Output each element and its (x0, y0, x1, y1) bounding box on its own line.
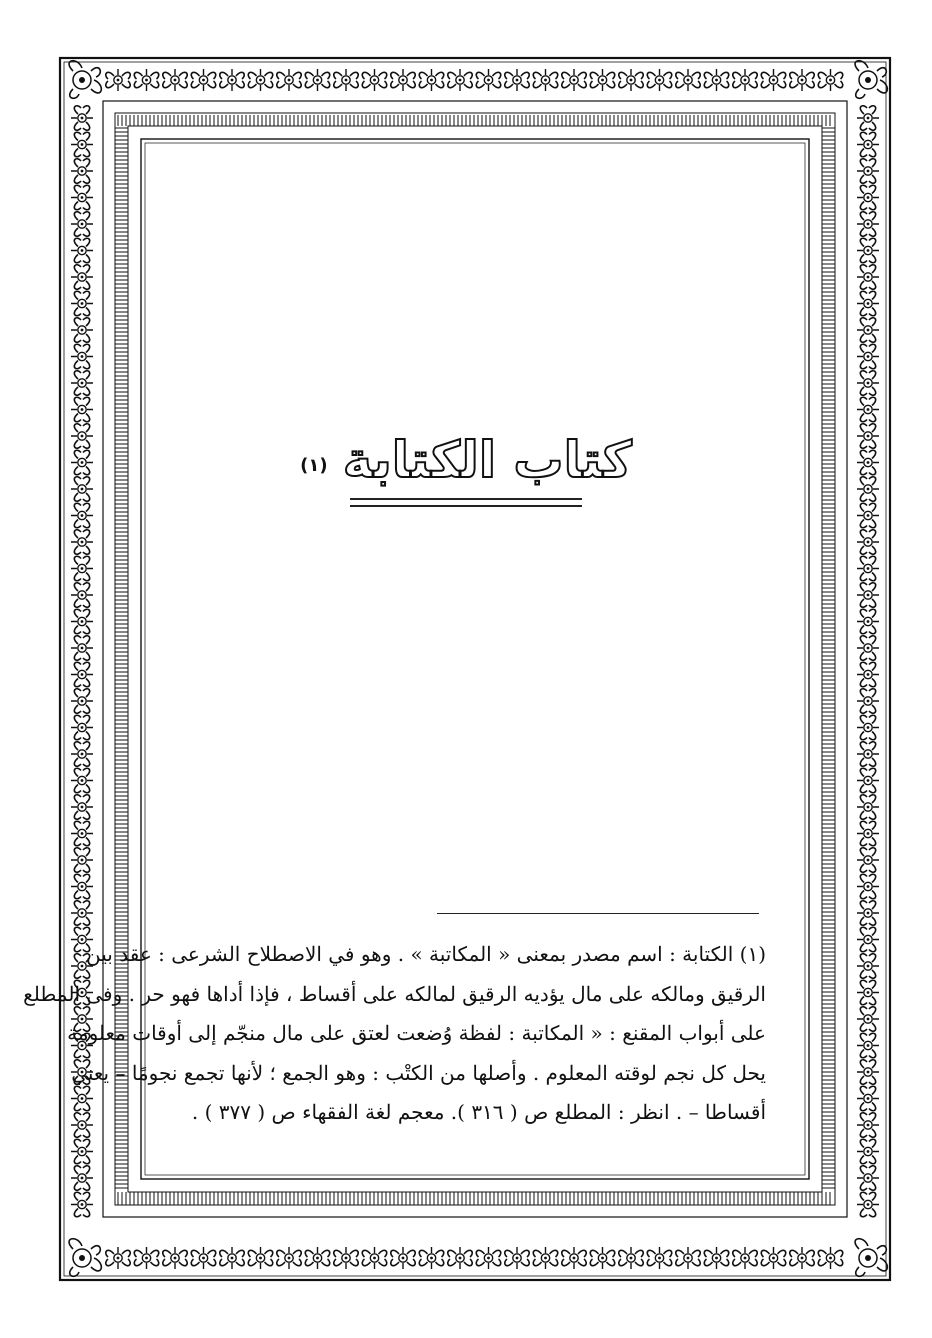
ornament-motif (71, 132, 93, 156)
ornament-motif (647, 69, 671, 91)
ornament-motif (476, 69, 500, 91)
ornament-motif (334, 69, 358, 91)
ornament-motif (857, 980, 879, 1004)
ornament-motif (134, 1247, 158, 1269)
ornament-motif (391, 69, 415, 91)
ornament-motif (505, 1247, 529, 1269)
ornament-motif (647, 1247, 671, 1269)
ornament-motif (71, 874, 93, 898)
ornament-motif (857, 477, 879, 501)
ornament-motif (857, 371, 879, 395)
ornament-motif (857, 212, 879, 236)
ornament-motif (71, 901, 93, 925)
chapter-title-block (150, 425, 782, 515)
ornament-motif (71, 583, 93, 607)
ornament-motif (562, 1247, 586, 1269)
ornament-motif (71, 265, 93, 289)
ornament-motif (71, 185, 93, 209)
ornament-motif (857, 1086, 879, 1110)
ornament-motif (533, 1247, 557, 1269)
ornament-motif (619, 1247, 643, 1269)
ornament-motif (676, 1247, 700, 1269)
ornament-motif (448, 69, 472, 91)
ornament-motif (71, 821, 93, 845)
ornament-motif (562, 69, 586, 91)
ornament-motif (71, 344, 93, 368)
ornament-motif (857, 662, 879, 686)
ornament-motif (71, 1113, 93, 1137)
ornament-motif (790, 1247, 814, 1269)
footnote-line: على أبواب المقنع : « المكاتبة : لفظة وُضعت لعتق على مال منجّم إلى أوقات معلومة (67, 1021, 766, 1046)
ornament-motif (71, 450, 93, 474)
ornament-motif (857, 901, 879, 925)
ornament-motif (857, 768, 879, 792)
ornament-motif (71, 159, 93, 183)
ornament-motif (857, 318, 879, 342)
ornament-motif (857, 424, 879, 448)
ornament-motif (71, 318, 93, 342)
ornament-motif (733, 69, 757, 91)
ornament-motif (857, 715, 879, 739)
ornament-motif (71, 503, 93, 527)
ornament-motif (71, 1139, 93, 1163)
ornament-motif (71, 106, 93, 130)
ornament-motif (857, 1060, 879, 1084)
ornament-motif (163, 1247, 187, 1269)
ornament-band-top (106, 69, 843, 91)
ornament-motif (857, 397, 879, 421)
ornament-motif (71, 742, 93, 766)
ornament-motif (476, 1247, 500, 1269)
ornament-motif (857, 1007, 879, 1031)
ornament-motif (857, 927, 879, 951)
ornament-motif (362, 69, 386, 91)
ornament-motif (419, 1247, 443, 1269)
ornament-motif (134, 69, 158, 91)
ornament-motif (71, 1166, 93, 1190)
ornament-motif (857, 265, 879, 289)
ornament-motif (419, 69, 443, 91)
chapter-title: كتاب الكتابة (342, 431, 632, 489)
ornament-motif (676, 69, 700, 91)
ornament-motif (733, 1247, 757, 1269)
ornament-motif (220, 1247, 244, 1269)
ornament-motif (71, 636, 93, 660)
ornament-motif (857, 609, 879, 633)
ornament-motif (857, 291, 879, 315)
ornament-motif (857, 159, 879, 183)
ornament-motif (362, 1247, 386, 1269)
ornament-motif (790, 69, 814, 91)
ornament-motif (71, 1192, 93, 1216)
footnote (23, 935, 766, 1133)
ornament-motif (71, 397, 93, 421)
ornament-motif (590, 69, 614, 91)
ornament-motif (71, 371, 93, 395)
ornament-motif (857, 1139, 879, 1163)
ornament-motif (761, 1247, 785, 1269)
ornament-motif (619, 69, 643, 91)
ornament-band-bottom (106, 1247, 843, 1269)
ornament-motif (277, 69, 301, 91)
footnote-separator (437, 913, 759, 914)
ornament-motif (818, 69, 842, 91)
ornament-motif (857, 132, 879, 156)
ornament-motif (533, 69, 557, 91)
ornament-motif (71, 715, 93, 739)
ornament-motif (857, 636, 879, 660)
footnote-line: (١) الكتابة : اسم مصدر بمعنى « المكاتبة » . وهو في الاصطلاح الشرعى : عقد بين (86, 942, 766, 966)
ornament-motif (106, 69, 130, 91)
ornament-motif (761, 69, 785, 91)
ornament-motif (334, 1247, 358, 1269)
ornament-motif (857, 795, 879, 819)
ornament-motif (857, 954, 879, 978)
ornament-motif (857, 848, 879, 872)
ornament-motif (857, 583, 879, 607)
ornament-motif (857, 556, 879, 580)
ornament-motif (191, 69, 215, 91)
ornament-motif (857, 503, 879, 527)
ornament-motif (857, 821, 879, 845)
ornament-motif (857, 238, 879, 262)
ornament-motif (505, 69, 529, 91)
footnote-line: يحل كل نجم لوقته المعلوم . وأصلها من الكتْب : وهو الجمع ؛ لأنها تجمع نجومًا – يعني (71, 1060, 766, 1085)
ornament-motif (857, 450, 879, 474)
title-underline-top (350, 498, 582, 500)
title-underline-bottom (350, 505, 582, 507)
ornament-motif (590, 1247, 614, 1269)
ornament-motif (391, 1247, 415, 1269)
ornament-motif (163, 69, 187, 91)
ornament-motif (191, 1247, 215, 1269)
corner-ornament-bottom-right (855, 1239, 887, 1277)
ornament-motif (71, 795, 93, 819)
corner-ornament-bottom-left (69, 1239, 101, 1277)
ornament-motif (857, 1033, 879, 1057)
footnote-line: أقساطا – . انظر : المطلع ص ( ٣١٦ ). معجم لغة الفقهاء ص ( ٣٧٧ ) . (191, 1100, 766, 1125)
ornament-motif (71, 662, 93, 686)
ornament-motif (248, 69, 272, 91)
ornament-motif (305, 1247, 329, 1269)
ornament-motif (857, 1166, 879, 1190)
corner-ornament-top-right (855, 61, 887, 99)
ornament-band-right (857, 106, 879, 1217)
ornament-motif (71, 556, 93, 580)
ornament-motif (71, 768, 93, 792)
footnote-line: الرقيق ومالكه على مال يؤديه الرقيق لمالكه على أقساط ، فإذا أداها فهو حر . وفى المطلع (23, 981, 766, 1006)
ornament-motif (106, 1247, 130, 1269)
ornament-motif (704, 1247, 728, 1269)
ornament-motif (857, 689, 879, 713)
ornament-motif (704, 69, 728, 91)
ornament-motif (857, 106, 879, 130)
ornament-motif (857, 1113, 879, 1137)
ornament-motif (220, 69, 244, 91)
ornament-motif (248, 1247, 272, 1269)
ornament-motif (71, 848, 93, 872)
ornament-motif (71, 477, 93, 501)
ornament-motif (71, 291, 93, 315)
ornament-motif (71, 212, 93, 236)
ornament-motif (71, 689, 93, 713)
ornament-motif (857, 874, 879, 898)
title-footnote-marker: (١) (300, 454, 328, 476)
ornament-motif (71, 238, 93, 262)
ornament-motif (818, 1247, 842, 1269)
ornament-motif (277, 1247, 301, 1269)
ornament-motif (71, 530, 93, 554)
ornament-motif (857, 742, 879, 766)
ornament-motif (857, 185, 879, 209)
ornament-motif (448, 1247, 472, 1269)
ornament-motif (857, 530, 879, 554)
ornament-motif (305, 69, 329, 91)
ornament-motif (857, 1192, 879, 1216)
ornament-motif (857, 344, 879, 368)
ornament-motif (71, 609, 93, 633)
corner-ornament-top-left (69, 61, 101, 99)
ornament-motif (71, 424, 93, 448)
